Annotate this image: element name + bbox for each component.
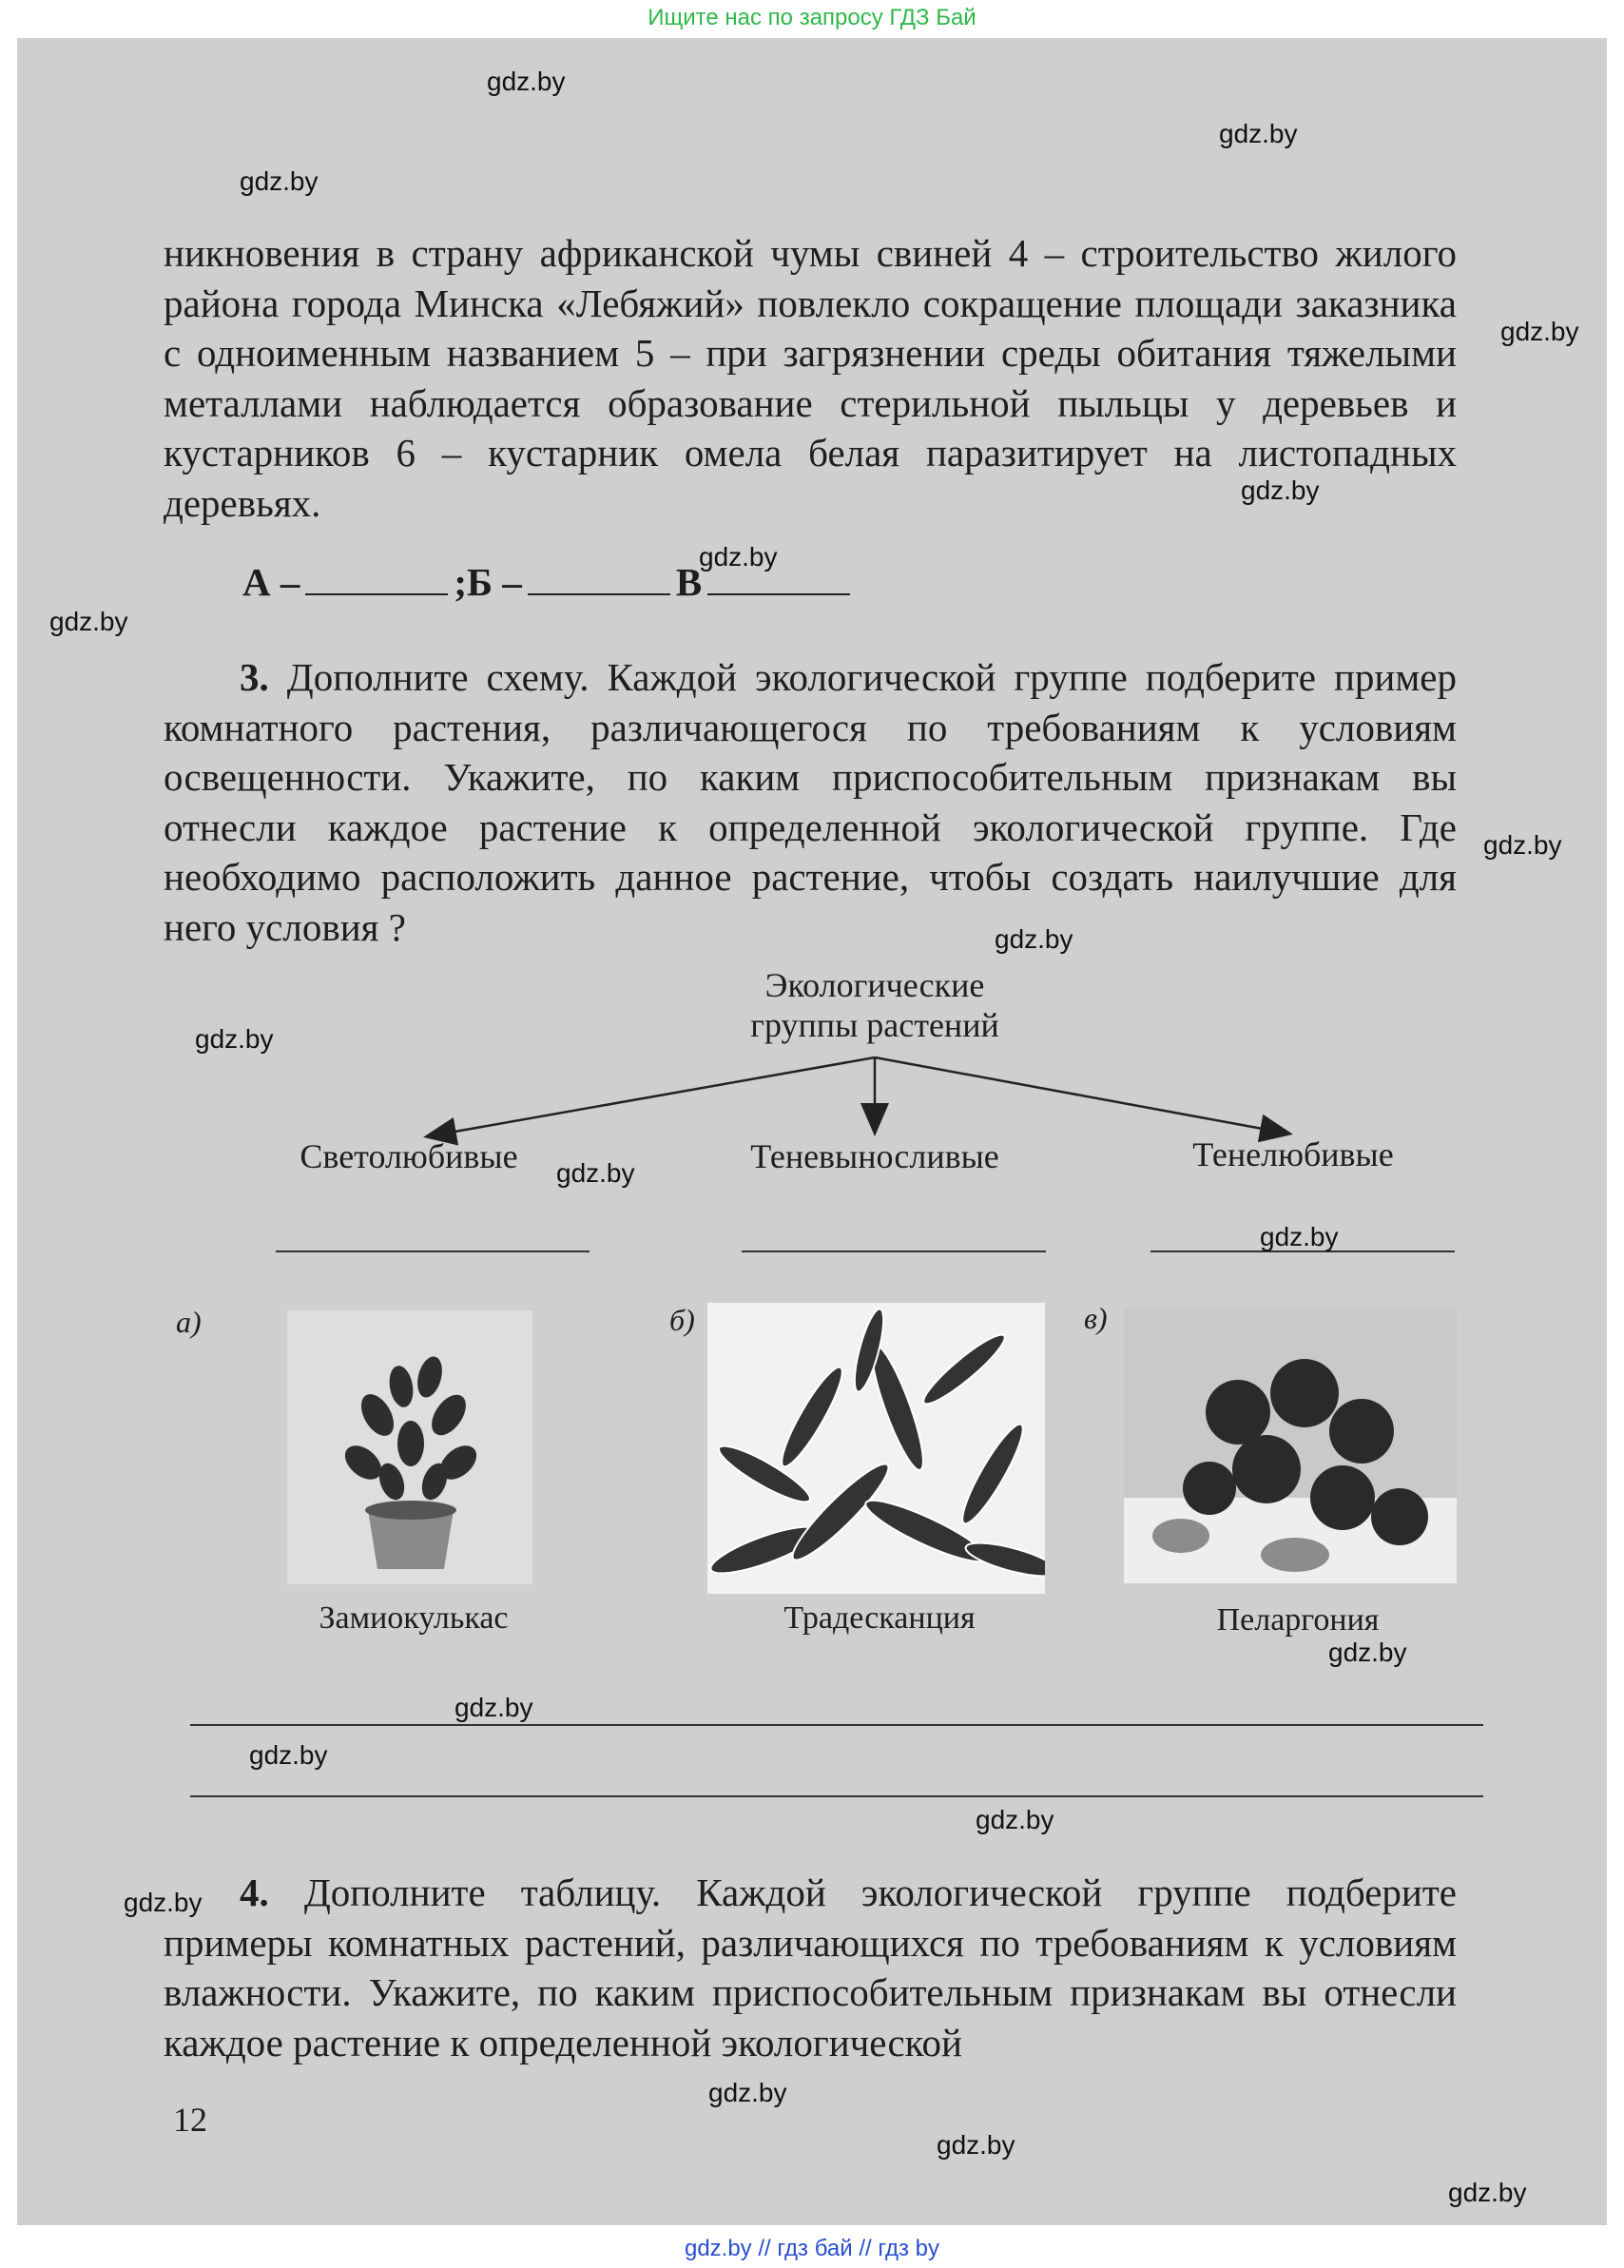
caption-pelargonium: Пеларгония [1216,1602,1380,1638]
watermark: gdz.by [195,1024,274,1054]
paragraph-top: никновения в страну африканской чумы свиней 4 – строительство жилого района города Минска «Лебяжий» повлекло сокращение площади заказника с одноименным названием 5 – при загрязнении среды обитания тяжелыми металлами наблюдается образование стерильной пыльцы у деревьев и кустарников 6 – кустарник омела белая паразитирует на листопадных деревьях. [164,231,1457,525]
photo-b-letter: б) [669,1303,695,1337]
arrow-right [875,1057,1288,1134]
watermark: gdz.by [454,1693,533,1722]
answer-line-1[interactable] [190,1724,1483,1726]
task4 [164,1868,1457,2067]
watermark: gdz.by [49,607,128,636]
photo-zamioculcas [287,1310,532,1584]
task3-number: 3. [240,655,269,699]
page-number: 12 [173,2101,207,2139]
branch-shade-tolerant: Теневыносливые [750,1137,999,1175]
caption-tradescantia: Традесканция [783,1600,976,1636]
scheme-root: Экологические группы растений [750,966,999,1044]
task3-text: Дополните схему. Каждой экологической группе подберите пример комнатного растения, различающегося по требованиям к условиям освещенности. Укажите, по каким приспособительным признакам вы отнесли каждое растение к определенной экологической группе. Где необходимо расположить данное растение, чтобы создать наилучшие для него условия ? [164,655,1458,949]
caption-zamioculcas: Замиокулькас [319,1600,509,1636]
watermark: gdz.by [1241,475,1320,505]
task4-number: 4. [240,1871,269,1914]
photo-tradescantia [707,1303,1045,1594]
bottom-banner[interactable]: gdz.by // гдз бай // гдз by [684,2236,940,2261]
watermark: gdz.by [487,67,566,96]
branch-shade-loving: Тенелюбивые [1192,1135,1394,1173]
answer-blank-2[interactable] [742,1250,1046,1252]
answer-c-label: В [675,560,703,604]
photo-pelargonium [1124,1308,1457,1583]
photo-c-letter: в) [1084,1301,1108,1335]
answer-line-2[interactable] [190,1795,1483,1797]
watermark: gdz.by [1448,2178,1527,2207]
answer-a-label: А – [242,560,300,604]
answer-b-label: ;Б – [454,560,522,604]
watermark: gdz.by [708,2078,787,2107]
branch-light-loving: Светолюбивые [300,1137,518,1175]
photo-a-letter: а) [176,1305,202,1339]
watermark: gdz.by [1260,1222,1339,1251]
watermark: gdz.by [1328,1638,1407,1667]
watermark: gdz.by [124,1888,203,1917]
watermark: gdz.by [556,1158,635,1188]
watermark: gdz.by [699,542,778,572]
watermark: gdz.by [995,924,1073,954]
answer-blank-1[interactable] [276,1250,590,1252]
watermark: gdz.by [976,1805,1054,1834]
watermark: gdz.by [240,166,319,196]
watermark: gdz.by [1500,317,1579,346]
watermark: gdz.by [1483,830,1562,860]
task4-text: Дополните таблицу. Каждой экологической группе подберите примеры комнатных растений, различающихся по требованиям к условиям влажности. Укажите, по каким приспособительным признакам вы отнесли каждое растение к определенной экологической [164,1871,1457,2064]
top-banner[interactable]: Ищите нас по запросу ГДЗ Бай [0,0,1624,38]
watermark: gdz.by [937,2130,1015,2160]
watermark: gdz.by [249,1740,328,1770]
watermark: gdz.by [1219,119,1298,148]
arrow-left [428,1057,875,1136]
